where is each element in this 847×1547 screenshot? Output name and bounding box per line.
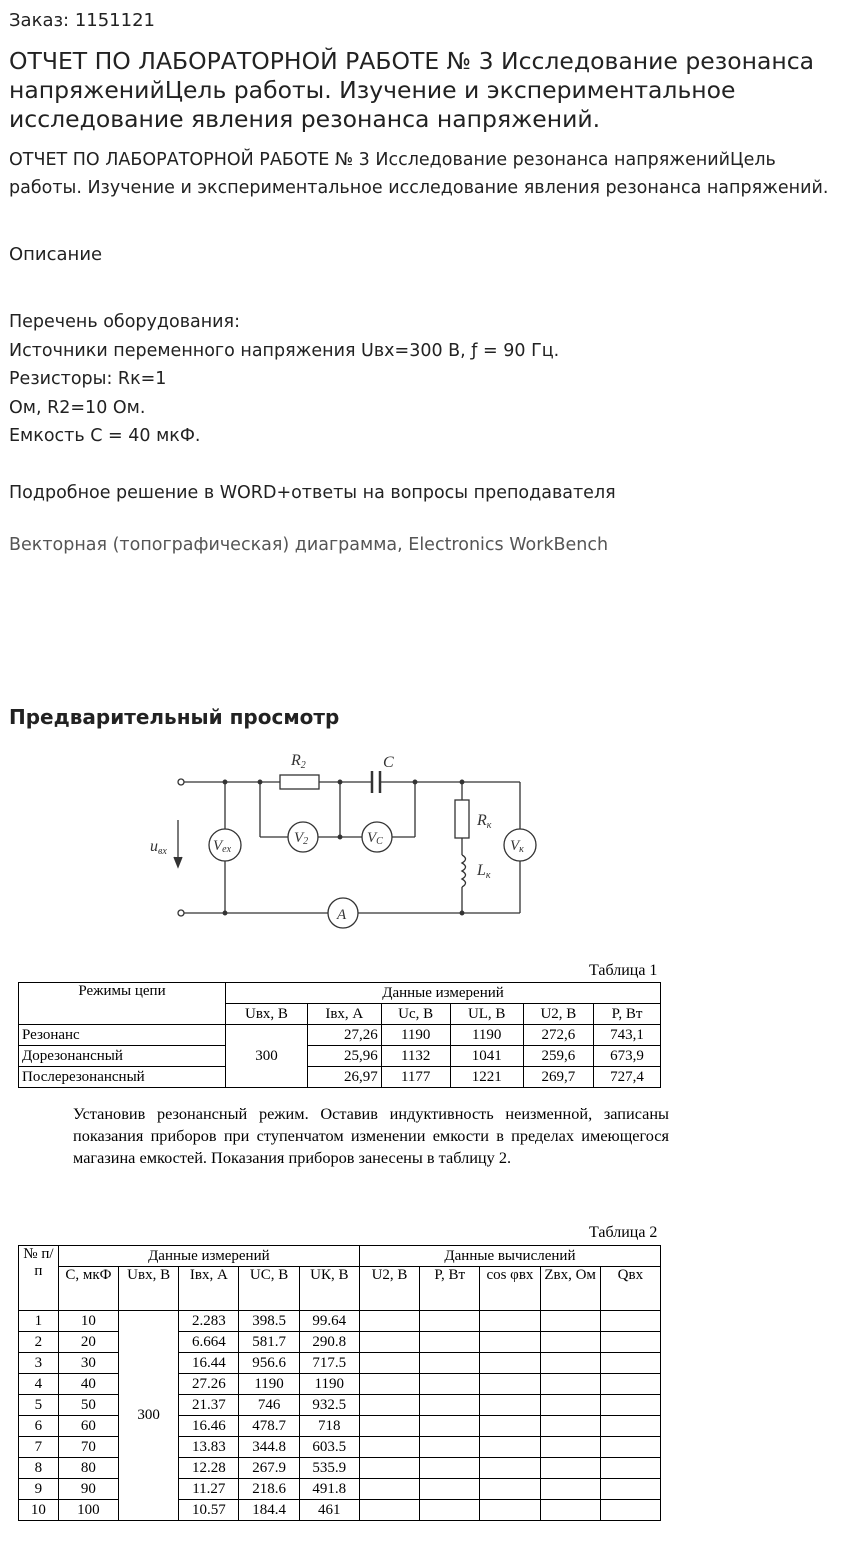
order-number: Заказ: 1151121 (9, 10, 155, 31)
table2-cell: 10.57 (179, 1500, 239, 1521)
table2-calc-header: Данные вычислений (359, 1246, 660, 1267)
table2-cell: 746 (239, 1395, 299, 1416)
table2-cell (540, 1353, 600, 1374)
table2-col: P, Вт (420, 1267, 480, 1311)
equipment-line: Ом, R2=10 Ом. (9, 397, 146, 418)
table2-cell: 11.27 (179, 1479, 239, 1500)
table2-cell: 27.26 (179, 1374, 239, 1395)
table2-cell: 2.283 (179, 1311, 239, 1332)
table2-col: UC, В (239, 1267, 299, 1311)
equipment-line: Резисторы: Rк=1 (9, 369, 167, 389)
table2-cell: 344.8 (239, 1437, 299, 1458)
table2-cell: 3 (19, 1353, 59, 1374)
table1-cell: 1190 (381, 1025, 450, 1046)
table2-cell (600, 1374, 660, 1395)
vk-label: Vк (510, 838, 524, 855)
table2-cell: 99.64 (299, 1311, 359, 1332)
table2-cell (359, 1479, 419, 1500)
table2-cell: 718 (299, 1416, 359, 1437)
table2-cell (420, 1479, 480, 1500)
table1-col: U2, В (523, 1004, 593, 1025)
equipment-line: Источники переменного напряжения Uвх=300 В, ƒ = 90 Гц. (9, 340, 560, 361)
equipment-line: Перечень оборудования: (9, 312, 240, 332)
extra-note: Векторная (топографическая) диаграмма, Electronics WorkBench (9, 535, 609, 555)
table2-cell (359, 1332, 419, 1353)
table1-modes-header: Режимы цепи (19, 983, 226, 1025)
table2-cell (600, 1500, 660, 1521)
table1-cell: 259,6 (523, 1046, 593, 1067)
table2-cell: 1190 (299, 1374, 359, 1395)
c-label: C (383, 754, 394, 771)
table2-cell (420, 1311, 480, 1332)
table2-col: С, мкФ (58, 1267, 118, 1311)
table2-cell: 20 (58, 1332, 118, 1353)
uin-label: uвх (150, 838, 167, 857)
table2-cell: 932.5 (299, 1395, 359, 1416)
vc-label: VC (367, 830, 383, 847)
table2-cell (540, 1416, 600, 1437)
table2-cell (359, 1416, 419, 1437)
table2-cell (420, 1437, 480, 1458)
table-row (19, 1458, 661, 1479)
table2-cell (600, 1332, 660, 1353)
table2-cell: 603.5 (299, 1437, 359, 1458)
table2-cell: 6 (19, 1416, 59, 1437)
table2-col: Iвх, A (179, 1267, 239, 1311)
table2-cell: 16.46 (179, 1416, 239, 1437)
table1-cell: 269,7 (523, 1067, 593, 1088)
table2-cell: 80 (58, 1458, 118, 1479)
table2-cell (420, 1332, 480, 1353)
table2-cell (540, 1458, 600, 1479)
table2-cell (480, 1332, 540, 1353)
table2-cell: 1 (19, 1311, 59, 1332)
table1-cell: 1190 (450, 1025, 523, 1046)
table2-col: U2, В (359, 1267, 419, 1311)
table1-cell: 26,97 (307, 1067, 381, 1088)
table2-cell: 300 (119, 1311, 179, 1521)
table2-cell (480, 1395, 540, 1416)
table2-cell (600, 1311, 660, 1332)
table2-cell (480, 1479, 540, 1500)
v2-label: V2 (294, 830, 309, 847)
table2-cell (540, 1500, 600, 1521)
table2-cell: 12.28 (179, 1458, 239, 1479)
table2-cell: 10 (58, 1311, 118, 1332)
page-title: ОТЧЕТ ПО ЛАБОРАТОРНОЙ РАБОТЕ № 3 Исследование резонанса напряженийЦель работы. Изучение и экспериментальное исследование явления резонанса напряжений. (9, 47, 815, 133)
table2-cell (359, 1353, 419, 1374)
table1-cell: 25,96 (307, 1046, 381, 1067)
table2-cell: 581.7 (239, 1332, 299, 1353)
table2-cell (600, 1479, 660, 1500)
table2-cell: 461 (299, 1500, 359, 1521)
table2-cell (420, 1374, 480, 1395)
table2-col: UК, В (299, 1267, 359, 1311)
table2-cell: 8 (19, 1458, 59, 1479)
table-row (19, 1416, 661, 1437)
table1-col: Iвх, А (307, 1004, 381, 1025)
description-label: Описание (9, 244, 103, 265)
table2-cell (359, 1311, 419, 1332)
table1-cell: Послерезонансный (19, 1067, 226, 1088)
table2-cell (540, 1332, 600, 1353)
lk-label: Lк (477, 862, 491, 881)
table2-cell (480, 1374, 540, 1395)
table2-cell (540, 1311, 600, 1332)
table2-caption: Таблица 2 (589, 1224, 658, 1241)
table1-cell: 1041 (450, 1046, 523, 1067)
table1-cell: 727,4 (594, 1067, 661, 1088)
table2-cell: 4 (19, 1374, 59, 1395)
table2-cell: 70 (58, 1437, 118, 1458)
table1-cell: 27,26 (307, 1025, 381, 1046)
table-row (19, 1332, 661, 1353)
table2-cell (600, 1437, 660, 1458)
table2-cell: 478.7 (239, 1416, 299, 1437)
table2-cell: 184.4 (239, 1500, 299, 1521)
table2-cell: 491.8 (299, 1479, 359, 1500)
table2-cell (600, 1353, 660, 1374)
table2-cell (600, 1395, 660, 1416)
table2 (18, 1245, 661, 1521)
body-paragraph: Установив резонансный режим. Оставив индуктивность неизменной, записаны показания приборов при ступенчатом изменении емкости в пределах имеющегося магазина емкостей. Показания приборов занесены в таблицу 2. (73, 1104, 669, 1167)
table1-col: UL, В (450, 1004, 523, 1025)
table2-cell (359, 1458, 419, 1479)
table2-cell (480, 1311, 540, 1332)
table2-cell (420, 1353, 480, 1374)
table-row (19, 1353, 661, 1374)
vex-label: Vex (213, 838, 232, 855)
table2-cell: 21.37 (179, 1395, 239, 1416)
table2-cell: 535.9 (299, 1458, 359, 1479)
table-row (19, 1311, 661, 1332)
table2-cell (480, 1437, 540, 1458)
table2-cell: 267.9 (239, 1458, 299, 1479)
table1-cell: 673,9 (594, 1046, 661, 1067)
table2-cell: 5 (19, 1395, 59, 1416)
table1-cell: 1132 (381, 1046, 450, 1067)
equipment-line: Емкость С = 40 мкФ. (9, 426, 201, 446)
circuit-diagram (140, 745, 540, 935)
table2-cell: 956.6 (239, 1353, 299, 1374)
table1-data-header: Данные измерений (226, 983, 661, 1004)
table2-cell: 100 (58, 1500, 118, 1521)
table-row (19, 1500, 661, 1521)
table-row (19, 1067, 661, 1088)
table1-cell: 272,6 (523, 1025, 593, 1046)
table2-cell (420, 1395, 480, 1416)
table2-cell (600, 1416, 660, 1437)
table2-cell: 50 (58, 1395, 118, 1416)
table1-cell: 300 (226, 1025, 308, 1088)
table2-cell: 30 (58, 1353, 118, 1374)
table2-cell (480, 1500, 540, 1521)
a-label: A (337, 907, 347, 923)
table-row (19, 1479, 661, 1500)
rk-label: Rк (477, 812, 492, 831)
table2-cell: 218.6 (239, 1479, 299, 1500)
table1-cell: Резонанс (19, 1025, 226, 1046)
table2-cell: 16.44 (179, 1353, 239, 1374)
solution-note: Подробное решение в WORD+ответы на вопросы преподавателя (9, 483, 616, 503)
table2-cell (359, 1437, 419, 1458)
table2-cell: 6.664 (179, 1332, 239, 1353)
table2-cell (600, 1458, 660, 1479)
table2-col: Uвх, В (119, 1267, 179, 1311)
table2-col: Qвх (600, 1267, 660, 1311)
table-row (19, 1046, 661, 1067)
r2-label: R2 (291, 752, 306, 771)
table2-cell (480, 1416, 540, 1437)
table-row (19, 1025, 661, 1046)
table1-col: Uс, В (381, 1004, 450, 1025)
table2-cell (480, 1353, 540, 1374)
table2-cell: 10 (19, 1500, 59, 1521)
table1-col: P, Вт (594, 1004, 661, 1025)
table2-cell (359, 1395, 419, 1416)
table2-cell (540, 1437, 600, 1458)
table2-cell: 13.83 (179, 1437, 239, 1458)
table-row (19, 1395, 661, 1416)
table2-cell: 717.5 (299, 1353, 359, 1374)
table2-cell (420, 1416, 480, 1437)
table2-cell (540, 1479, 600, 1500)
table1-caption: Таблица 1 (589, 962, 658, 979)
table1 (18, 982, 661, 1088)
table2-num-header: № п/п (19, 1246, 59, 1311)
table2-cell: 1190 (239, 1374, 299, 1395)
equipment-list (9, 308, 616, 508)
table-row (19, 1437, 661, 1458)
table2-cell (359, 1500, 419, 1521)
table1-cell: 1177 (381, 1067, 450, 1088)
table2-measured-header: Данные измерений (58, 1246, 359, 1267)
table-row (19, 1374, 661, 1395)
table2-cell: 9 (19, 1479, 59, 1500)
table2-cell: 2 (19, 1332, 59, 1353)
table2-cell (480, 1458, 540, 1479)
table2-cell (420, 1500, 480, 1521)
table2-cell: 60 (58, 1416, 118, 1437)
table2-cell: 90 (58, 1479, 118, 1500)
summary-paragraph: ОТЧЕТ ПО ЛАБОРАТОРНОЙ РАБОТЕ № 3 Исследование резонанса напряженийЦель работы. Изучение и экспериментальное исследование явления резонанса напряжений. (9, 150, 829, 198)
table2-col: cos φвх (480, 1267, 540, 1311)
table1-cell: 743,1 (594, 1025, 661, 1046)
table2-cell (420, 1458, 480, 1479)
table2-cell: 40 (58, 1374, 118, 1395)
table2-cell: 290.8 (299, 1332, 359, 1353)
table2-cell: 7 (19, 1437, 59, 1458)
table1-cell: 1221 (450, 1067, 523, 1088)
table2-cell: 398.5 (239, 1311, 299, 1332)
table1-cell: Дорезонансный (19, 1046, 226, 1067)
preview-title: Предварительный просмотр (9, 705, 340, 729)
table2-col: Zвх, Ом (540, 1267, 600, 1311)
table1-col: Uвх, В (226, 1004, 308, 1025)
table2-cell (540, 1395, 600, 1416)
table2-cell (540, 1374, 600, 1395)
table2-cell (359, 1374, 419, 1395)
